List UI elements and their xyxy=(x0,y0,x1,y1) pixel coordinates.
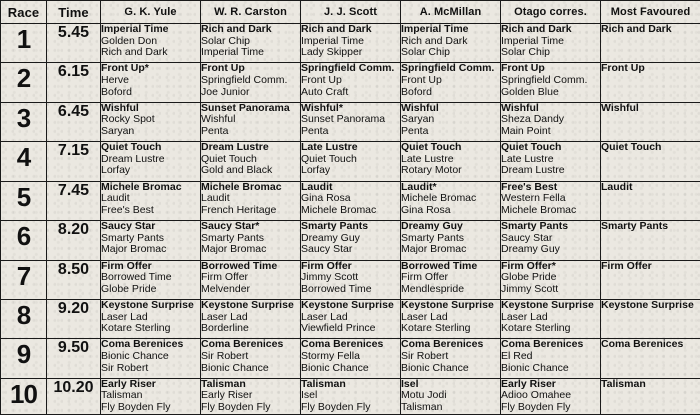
picks-cell-otago xyxy=(501,299,601,338)
horse-pick-1: Keystone Surprise xyxy=(401,299,494,311)
horse-pick-2: Early Riser xyxy=(201,390,253,402)
horse-pick-1: Coma Berenices xyxy=(201,339,284,351)
horse-pick-3: French Heritage xyxy=(201,204,277,216)
horse-pick-3: Penta xyxy=(201,126,229,138)
picks-cell-otago xyxy=(501,181,601,220)
horse-pick-2: Front Up xyxy=(401,75,442,87)
horse-pick-3: Auto Craft xyxy=(301,86,349,98)
picks-cell-yule xyxy=(101,24,201,63)
most-favoured-horse: Front Up xyxy=(601,63,645,75)
horse-pick-2: El Red xyxy=(501,350,533,362)
picks-cell-scott xyxy=(301,378,401,414)
horse-pick-3: Gina Rosa xyxy=(401,204,451,216)
horse-pick-2: Firm Offer xyxy=(401,272,449,284)
most-favoured-cell xyxy=(601,181,700,220)
horse-pick-2: Late Lustre xyxy=(401,153,454,165)
horse-pick-3: Main Point xyxy=(501,126,551,138)
most-favoured-horse: Smarty Pants xyxy=(601,221,669,233)
horse-pick-3: Bionic Chance xyxy=(201,362,269,374)
most-favoured-horse: Rich and Dark xyxy=(601,24,672,35)
horse-pick-3: Borrowed Time xyxy=(301,283,372,295)
horse-pick-2: Laser Lad xyxy=(401,311,448,323)
horse-pick-3: Melvender xyxy=(201,283,251,295)
horse-pick-3: Gold and Black xyxy=(201,165,273,177)
horse-pick-3: Globe Pride xyxy=(101,283,157,295)
race-time: 7.15 xyxy=(47,142,101,181)
horse-pick-2: Isel xyxy=(301,390,318,402)
picks-cell-mcmillan xyxy=(401,181,501,220)
race-number: 6 xyxy=(1,221,47,260)
horse-pick-3: Sir Robert xyxy=(101,362,149,374)
picks-cell-carston xyxy=(201,221,301,260)
horse-pick-2: Front Up xyxy=(301,75,342,87)
picks-cell-mcmillan xyxy=(401,260,501,299)
race-number: 2 xyxy=(1,63,47,102)
horse-pick-3: Fly Boyden Fly xyxy=(301,401,371,413)
race-number: 4 xyxy=(1,142,47,181)
most-favoured-horse: Firm Offer xyxy=(601,260,652,272)
picks-cell-yule xyxy=(101,339,201,378)
horse-pick-2: Quiet Touch xyxy=(301,153,357,165)
horse-pick-3: Fly Boyden Fly xyxy=(501,401,571,413)
most-favoured-cell xyxy=(601,142,700,181)
race-row xyxy=(1,142,700,181)
horse-pick-2: Imperial Time xyxy=(301,35,365,47)
horse-pick-2: Rocky Spot xyxy=(101,114,155,126)
horse-pick-1: Keystone Surprise xyxy=(301,299,394,311)
most-favoured-cell xyxy=(601,221,700,260)
picks-cell-otago xyxy=(501,378,601,414)
horse-pick-1: Late Lustre xyxy=(301,142,358,154)
picks-cell-mcmillan xyxy=(401,299,501,338)
header-row xyxy=(1,1,700,24)
picks-cell-yule xyxy=(101,221,201,260)
horse-pick-1: Keystone Surprise xyxy=(501,299,594,311)
horse-pick-1: Wishful xyxy=(501,102,539,114)
picks-cell-scott xyxy=(301,63,401,102)
horse-pick-1: Dreamy Guy xyxy=(401,221,463,233)
horse-pick-3: Kotare Sterling xyxy=(401,323,471,335)
race-number: 8 xyxy=(1,299,47,338)
horse-pick-3: Saryan xyxy=(101,126,135,138)
horse-pick-3: Dream Lustre xyxy=(501,165,565,177)
horse-pick-1: Borrowed Time xyxy=(401,260,478,272)
most-favoured-cell xyxy=(601,102,700,141)
horse-pick-3: Kotare Sterling xyxy=(501,323,571,335)
most-favoured-horse: Talisman xyxy=(601,378,646,390)
horse-pick-1: Rich and Dark xyxy=(501,24,572,35)
horse-pick-1: Imperial Time xyxy=(401,24,469,35)
header-tipster-mcmillan: A. McMillan xyxy=(401,1,501,24)
horse-pick-3: Golden Blue xyxy=(501,86,559,98)
horse-pick-1: Rich and Dark xyxy=(201,24,272,35)
horse-pick-2: Dream Lustre xyxy=(101,153,165,165)
horse-pick-3: Saucy Star xyxy=(301,244,353,256)
horse-pick-2: Western Fella xyxy=(501,193,566,205)
horse-pick-2: Solar Chip xyxy=(201,35,251,47)
picks-cell-otago xyxy=(501,221,601,260)
picks-cell-carston xyxy=(201,299,301,338)
horse-pick-3: Free's Best xyxy=(101,204,154,216)
horse-pick-1: Saucy Star* xyxy=(201,221,260,233)
picks-cell-mcmillan xyxy=(401,102,501,141)
horse-pick-3: Lorfay xyxy=(301,165,331,177)
most-favoured-horse: Coma Berenices xyxy=(601,339,684,351)
horse-pick-1: Early Riser xyxy=(101,378,156,390)
horse-pick-1: Michele Bromac xyxy=(101,181,182,193)
horse-pick-2: Laser Lad xyxy=(201,311,248,323)
horse-pick-1: Wishful xyxy=(401,102,439,114)
horse-pick-3: Mendlespride xyxy=(401,283,465,295)
horse-pick-1: Coma Berenices xyxy=(501,339,584,351)
horse-pick-3: Major Bromac xyxy=(401,244,467,256)
horse-pick-2: Adioo Omahee xyxy=(501,390,572,402)
horse-pick-2: Borrowed Time xyxy=(101,272,172,284)
horse-pick-3: Dreamy Guy xyxy=(501,244,560,256)
picks-cell-mcmillan xyxy=(401,339,501,378)
horse-pick-1: Free's Best xyxy=(501,181,558,193)
header-most-favoured: Most Favoured xyxy=(601,1,700,24)
picks-cell-otago xyxy=(501,339,601,378)
picks-cell-mcmillan xyxy=(401,24,501,63)
horse-pick-2: Laudit xyxy=(201,193,230,205)
horse-pick-1: Front Up xyxy=(501,63,545,75)
horse-pick-3: Lady Skipper xyxy=(301,47,363,59)
header-race: Race xyxy=(1,1,47,24)
most-favoured-horse: Wishful xyxy=(601,102,639,114)
picks-cell-yule xyxy=(101,142,201,181)
horse-pick-1: Michele Bromac xyxy=(201,181,282,193)
horse-pick-1: Rich and Dark xyxy=(301,24,372,35)
horse-pick-3: Michele Bromac xyxy=(301,204,377,216)
picks-cell-scott xyxy=(301,260,401,299)
horse-pick-1: Saucy Star xyxy=(101,221,156,233)
horse-pick-2: Imperial Time xyxy=(501,35,565,47)
picks-cell-otago xyxy=(501,260,601,299)
race-number: 5 xyxy=(1,181,47,220)
horse-pick-1: Imperial Time xyxy=(101,24,169,35)
picks-cell-scott xyxy=(301,299,401,338)
horse-pick-2: Gina Rosa xyxy=(301,193,351,205)
horse-pick-2: Dreamy Guy xyxy=(301,232,360,244)
picks-cell-scott xyxy=(301,24,401,63)
most-favoured-cell xyxy=(601,24,700,63)
horse-pick-3: Rotary Motor xyxy=(401,165,462,177)
picks-cell-otago xyxy=(501,142,601,181)
race-number: 7 xyxy=(1,260,47,299)
picks-cell-scott xyxy=(301,142,401,181)
horse-pick-3: Solar Chip xyxy=(501,47,551,59)
horse-pick-3: Rich and Dark xyxy=(101,47,168,59)
race-row xyxy=(1,24,700,63)
horse-pick-2: Saryan xyxy=(401,114,435,126)
race-number: 9 xyxy=(1,339,47,378)
horse-pick-2: Golden Don xyxy=(101,35,158,47)
horse-pick-2: Springfield Comm. xyxy=(201,75,288,87)
horse-pick-2: Bionic Chance xyxy=(101,350,169,362)
horse-pick-2: Late Lustre xyxy=(501,153,554,165)
horse-pick-3: Penta xyxy=(401,126,429,138)
horse-pick-3: Bionic Chance xyxy=(501,362,569,374)
horse-pick-3: Boford xyxy=(101,86,132,98)
horse-pick-1: Dream Lustre xyxy=(201,142,269,154)
horse-pick-2: Quiet Touch xyxy=(201,153,257,165)
horse-pick-2: Smarty Pants xyxy=(401,232,465,244)
horse-pick-1: Talisman xyxy=(301,378,346,390)
picks-cell-carston xyxy=(201,102,301,141)
picks-cell-scott xyxy=(301,102,401,141)
picks-cell-yule xyxy=(101,63,201,102)
horse-pick-3: Jimmy Scott xyxy=(501,283,559,295)
horse-pick-3: Kotare Sterling xyxy=(101,323,171,335)
horse-pick-3: Bionic Chance xyxy=(401,362,469,374)
most-favoured-cell xyxy=(601,339,700,378)
picks-cell-carston xyxy=(201,24,301,63)
picks-cell-yule xyxy=(101,260,201,299)
horse-pick-2: Talisman xyxy=(101,390,143,402)
picks-cell-mcmillan xyxy=(401,142,501,181)
horse-pick-3: Boford xyxy=(401,86,432,98)
race-row xyxy=(1,299,700,338)
picks-cell-carston xyxy=(201,142,301,181)
horse-pick-1: Front Up xyxy=(201,63,245,75)
race-row xyxy=(1,339,700,378)
horse-pick-3: Fly Boyden Fly xyxy=(201,401,271,413)
race-time: 5.45 xyxy=(47,24,101,63)
horse-pick-2: Saucy Star xyxy=(501,232,553,244)
most-favoured-horse: Quiet Touch xyxy=(601,142,662,154)
horse-pick-2: Michele Bromac xyxy=(401,193,477,205)
picks-cell-scott xyxy=(301,221,401,260)
race-row xyxy=(1,260,700,299)
picks-cell-carston xyxy=(201,181,301,220)
horse-pick-1: Springfield Comm. xyxy=(401,63,495,75)
horse-pick-2: Sir Robert xyxy=(201,350,249,362)
horse-pick-1: Wishful xyxy=(101,102,139,114)
horse-pick-1: Keystone Surprise xyxy=(201,299,294,311)
header-tipster-yule: G. K. Yule xyxy=(101,1,201,24)
horse-pick-1: Borrowed Time xyxy=(201,260,278,272)
horse-pick-1: Laudit* xyxy=(401,181,437,193)
most-favoured-horse: Keystone Surprise xyxy=(601,299,694,311)
horse-pick-1: Isel xyxy=(401,378,419,390)
horse-pick-1: Smarty Pants xyxy=(301,221,369,233)
race-time: 6.15 xyxy=(47,63,101,102)
horse-pick-1: Firm Offer xyxy=(101,260,152,272)
horse-pick-1: Wishful* xyxy=(301,102,343,114)
horse-pick-3: Major Bromac xyxy=(101,244,167,256)
horse-pick-2: Springfield Comm. xyxy=(501,75,588,87)
header-tipster-carston: W. R. Carston xyxy=(201,1,301,24)
horse-pick-3: Michele Bromac xyxy=(501,204,577,216)
most-favoured-cell xyxy=(601,260,700,299)
horse-pick-3: Borderline xyxy=(201,323,249,335)
most-favoured-cell xyxy=(601,299,700,338)
horse-pick-3: Fly Boyden Fly xyxy=(101,401,171,413)
horse-pick-2: Motu Jodi xyxy=(401,390,447,402)
race-time: 8.50 xyxy=(47,260,101,299)
race-row xyxy=(1,181,700,220)
race-time: 8.20 xyxy=(47,221,101,260)
horse-pick-2: Laser Lad xyxy=(501,311,548,323)
horse-pick-2: Stormy Fella xyxy=(301,350,360,362)
horse-pick-1: Springfield Comm. xyxy=(301,63,395,75)
race-number: 10 xyxy=(1,378,47,414)
picks-cell-yule xyxy=(101,378,201,414)
horse-pick-2: Laser Lad xyxy=(101,311,148,323)
most-favoured-horse: Laudit xyxy=(601,181,633,193)
horse-pick-1: Firm Offer* xyxy=(501,260,556,272)
picks-cell-yule xyxy=(101,181,201,220)
race-number: 1 xyxy=(1,24,47,63)
picks-cell-yule xyxy=(101,299,201,338)
horse-pick-2: Smarty Pants xyxy=(101,232,165,244)
picks-cell-carston xyxy=(201,260,301,299)
horse-pick-3: Lorfay xyxy=(101,165,131,177)
header-tipster-scott: J. J. Scott xyxy=(301,1,401,24)
horse-pick-1: Keystone Surprise xyxy=(101,299,194,311)
race-time: 9.50 xyxy=(47,339,101,378)
horse-pick-2: Firm Offer xyxy=(201,272,249,284)
horse-pick-2: Jimmy Scott xyxy=(301,272,359,284)
horse-pick-1: Laudit xyxy=(301,181,333,193)
horse-pick-1: Quiet Touch xyxy=(501,142,562,154)
horse-pick-1: Coma Berenices xyxy=(101,339,184,351)
race-row xyxy=(1,378,700,414)
horse-pick-2: Herve xyxy=(101,75,130,87)
most-favoured-cell xyxy=(601,63,700,102)
picks-cell-mcmillan xyxy=(401,378,501,414)
race-number: 3 xyxy=(1,102,47,141)
horse-pick-1: Sunset Panorama xyxy=(201,102,290,114)
picks-cell-yule xyxy=(101,102,201,141)
race-time: 10.20 xyxy=(47,378,101,414)
horse-pick-3: Talisman xyxy=(401,401,443,413)
horse-pick-2: Laser Lad xyxy=(301,311,348,323)
race-time: 7.45 xyxy=(47,181,101,220)
horse-pick-3: Joe Junior xyxy=(201,86,250,98)
picks-cell-mcmillan xyxy=(401,63,501,102)
horse-pick-3: Major Bromac xyxy=(201,244,267,256)
horse-pick-3: Imperial Time xyxy=(201,47,265,59)
horse-pick-1: Quiet Touch xyxy=(101,142,162,154)
picks-cell-carston xyxy=(201,339,301,378)
horse-pick-1: Coma Berenices xyxy=(401,339,484,351)
picks-cell-otago xyxy=(501,102,601,141)
race-row xyxy=(1,102,700,141)
horse-pick-1: Coma Berenices xyxy=(301,339,384,351)
horse-pick-2: Sir Robert xyxy=(401,350,449,362)
picks-cell-scott xyxy=(301,339,401,378)
picks-cell-carston xyxy=(201,63,301,102)
horse-pick-1: Firm Offer xyxy=(301,260,352,272)
horse-pick-3: Penta xyxy=(301,126,329,138)
picks-cell-scott xyxy=(301,181,401,220)
horse-pick-2: Sunset Panorama xyxy=(301,114,386,126)
horse-pick-2: Laudit xyxy=(101,193,130,205)
race-row xyxy=(1,221,700,260)
horse-pick-2: Sheza Dandy xyxy=(501,114,565,126)
horse-pick-1: Quiet Touch xyxy=(401,142,462,154)
picks-cell-otago xyxy=(501,63,601,102)
picks-cell-mcmillan xyxy=(401,221,501,260)
horse-pick-3: Viewfield Prince xyxy=(301,323,376,335)
race-time: 9.20 xyxy=(47,299,101,338)
picks-cell-otago xyxy=(501,24,601,63)
race-row xyxy=(1,63,700,102)
horse-pick-1: Early Riser xyxy=(501,378,556,390)
horse-pick-1: Smarty Pants xyxy=(501,221,569,233)
picks-cell-carston xyxy=(201,378,301,414)
horse-pick-2: Smarty Pants xyxy=(201,232,265,244)
header-otago-correspondent: Otago corres. xyxy=(501,1,601,24)
horse-pick-2: Wishful xyxy=(201,114,236,126)
horse-pick-1: Talisman xyxy=(201,378,246,390)
header-time: Time xyxy=(47,1,101,24)
horse-pick-3: Bionic Chance xyxy=(301,362,369,374)
horse-pick-2: Rich and Dark xyxy=(401,35,468,47)
horse-pick-3: Solar Chip xyxy=(401,47,451,59)
horse-pick-1: Front Up* xyxy=(101,63,149,75)
most-favoured-cell xyxy=(601,378,700,414)
race-time: 6.45 xyxy=(47,102,101,141)
horse-pick-2: Globe Pride xyxy=(501,272,557,284)
